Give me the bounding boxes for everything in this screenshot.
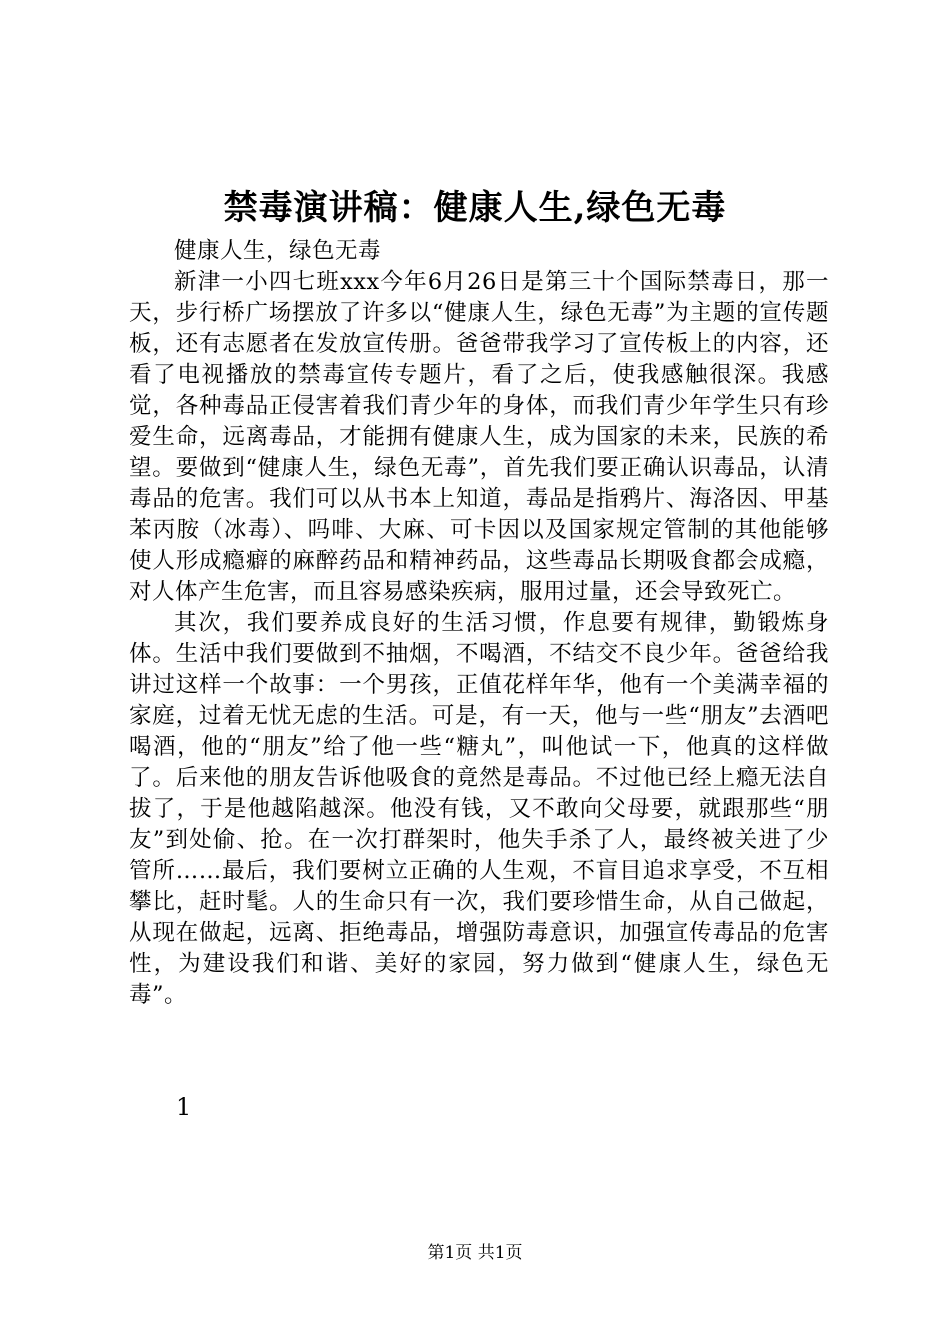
body-paragraph-2: 其次，我们要养成良好的生活习惯，作息要有规律，勤锻炼身体。生活中我们要做到不抽烟，不喝酒，不结交不良少年。爸爸给我讲过这样一个故事：一个男孩，正值花样年华，他有一个美满幸福的家庭，过着无忧无虑的生活。可是，有一天，他与一些“朋友”去酒吧喝酒，他的“朋友”给了他一些“糖丸”，叫他试一下，他真的这样做了。后来他的朋友告诉他吸食的竟然是毒品。不过他已经上瘾无法自拔了，于是他越陷越深。他没有钱，又不敢向父母要，就跟那些“朋友”到处偷、抢。在一次打群架时，他失手杀了人，最终被关进了少管所……最后，我们要树立正确的人生观，不盲目追求享受，不互相攀比，赶时髦。人的生命只有一次，我们要珍惜生命，从自己做起，从现在做起，远离、拒绝毒品，增强防毒意识，加强宣传毒品的危害性，为建设我们和谐、美好的家园，努力做到“健康人生，绿色无毒”。 bbox=[129, 610, 829, 1008]
document-body bbox=[129, 236, 829, 1011]
subtitle-paragraph: 健康人生，绿色无毒 bbox=[174, 238, 382, 264]
document-title: 禁毒演讲稿：健康人生,绿色无毒 bbox=[223, 188, 727, 228]
page-number: 1 bbox=[176, 1093, 192, 1121]
page-footer: 第1页 共1页 bbox=[427, 1243, 523, 1263]
body-paragraph-1: 新津一小四七班xxx今年6月26日是第三十个国际禁毒日，那一天，步行桥广场摆放了许多以“健康人生，绿色无毒”为主题的宣传题板，还有志愿者在发放宣传册。爸爸带我学习了宣传板上的内容，还看了电视播放的禁毒宣传专题片，看了之后，使我感触很深。我感觉，各种毒品正侵害着我们青少年的身体，而我们青少年学生只有珍爱生命，远离毒品，才能拥有健康人生，成为国家的未来，民族的希望。要做到“健康人生，绿色无毒”，首先我们要正确认识毒品，认清毒品的危害。我们可以从书本上知道，毒品是指鸦片、海洛因、甲基苯丙胺（冰毒）、吗啡、大麻、可卡因以及国家规定管制的其他能够使人形成瘾癖的麻醉药品和精神药品，这些毒品长期吸食都会成瘾，对人体产生危害，而且容易感染疾病，服用过量，还会导致死亡。 bbox=[129, 269, 829, 605]
